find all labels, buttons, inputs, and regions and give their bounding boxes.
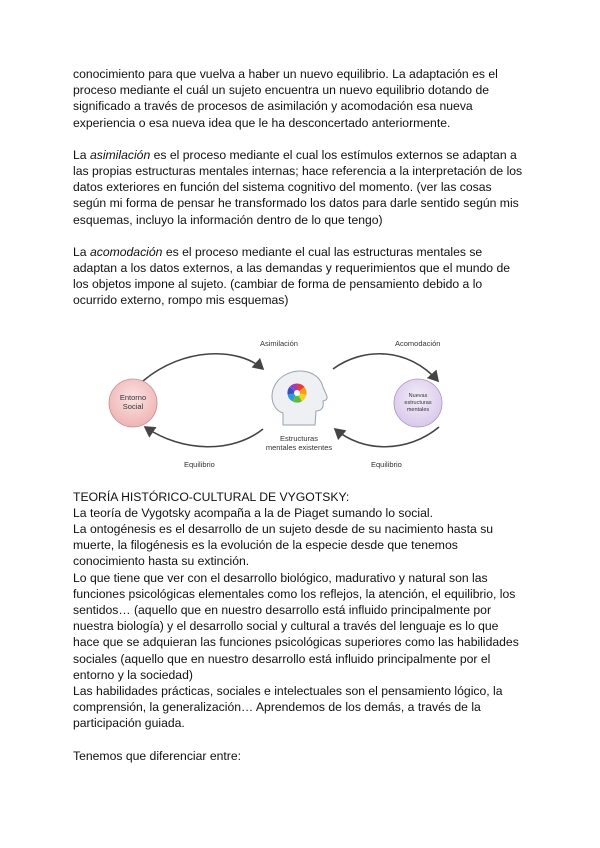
estructuras-existentes-label: Estructuras mentales existentes bbox=[265, 433, 333, 452]
vygotsky-p4: Las habilidades prácticas, sociales e intelectuales son el pensamiento lógico, la comprensión, la generalización… Aprendemos de los demás, a través de la participación guiada. bbox=[73, 684, 503, 731]
arrow-acomodacion bbox=[333, 353, 438, 380]
asim-post: es el proceso mediante el cual los estímulos externos se adaptan a las propias estructuras mentales internas; hace referencia a la interpretación de los datos exteriores en función del sistema cognitivo del momento. (ver las cosas según mi forma de pensar he transformado los datos para darle sentido según mis esquemas, incluyo la información dentro de lo que tengo) bbox=[73, 147, 523, 227]
asimilacion-label: Asimilación bbox=[260, 338, 298, 348]
nuevas-estructuras-label: Nuevas estructuras mentales bbox=[404, 392, 432, 413]
head-icon bbox=[272, 371, 327, 425]
asimilacion-paragraph bbox=[73, 147, 523, 228]
vygotsky-p2: La ontogénesis es el desarrollo de un sujeto desde de su nacimiento hasta su muerte, la filogénesis es la evolución de la especie desde que tenemos conocimiento hasta su extinción. bbox=[73, 522, 494, 569]
arrow-equilibrio-left bbox=[145, 427, 263, 447]
acomodacion-term: acomodación bbox=[89, 244, 163, 259]
acom-pre: La bbox=[73, 244, 90, 259]
vygotsky-p3: Lo que tiene que ver con el desarrollo biológico, madurativo y natural son las funciones psicológicas elementales como los reflejos, la atención, el equilibrio, los sentidos… (aquello que en nuestro desarrollo está influido principalmente por nuestra biología) y el desarrollo social y cultural a través del lenguaje es lo que hace que se adquieran las funciones psicológicas superiores como las habilidades sociales (aquello que en nuestro desarrollo está influido principalmente por el entorno y la sociedad) bbox=[73, 570, 519, 682]
entorno-social-label: Entorno Social bbox=[119, 392, 147, 411]
equilibrio-right-label: Equilibrio bbox=[371, 459, 402, 469]
acom-post: es el proceso mediante el cual las estructuras mentales se adaptan a los datos externos, a las demandas y requerimientos que el mundo de los objetos impone al sujeto. (cambiar de forma de pensamiento debido a lo ocurrido externo, rompo mis esquemas) bbox=[73, 244, 510, 308]
vygotsky-heading: TEORÍA HISTÓRICO-CULTURAL DE VYGOTSKY: bbox=[73, 489, 350, 504]
acomodacion-label: Acomodación bbox=[395, 338, 441, 348]
acomodacion-paragraph bbox=[73, 244, 523, 309]
piaget-diagram bbox=[73, 325, 523, 475]
vygotsky-p1: La teoría de Vygotsky acompaña a la de Piaget sumando lo social. bbox=[73, 505, 433, 520]
asim-pre: La bbox=[73, 147, 90, 162]
asimilacion-term: asimilación bbox=[89, 147, 151, 162]
arrow-equilibrio-right bbox=[335, 427, 439, 447]
intro-paragraph: conocimiento para que vuelva a haber un nuevo equilibrio. La adaptación es el proceso mediante el cuál un sujeto encuentra un nuevo equilibrio dotando de significado a través de procesos de asimilación y acomodación esa nueva experiencia o esa nueva idea que le ha desconcertado anteriormente. bbox=[73, 67, 498, 130]
document-page bbox=[73, 66, 523, 764]
arrow-asimilacion bbox=[143, 353, 263, 380]
vygotsky-p5: Tenemos que diferenciar entre: bbox=[73, 748, 242, 763]
equilibrio-left-label: Equilibrio bbox=[184, 459, 215, 469]
